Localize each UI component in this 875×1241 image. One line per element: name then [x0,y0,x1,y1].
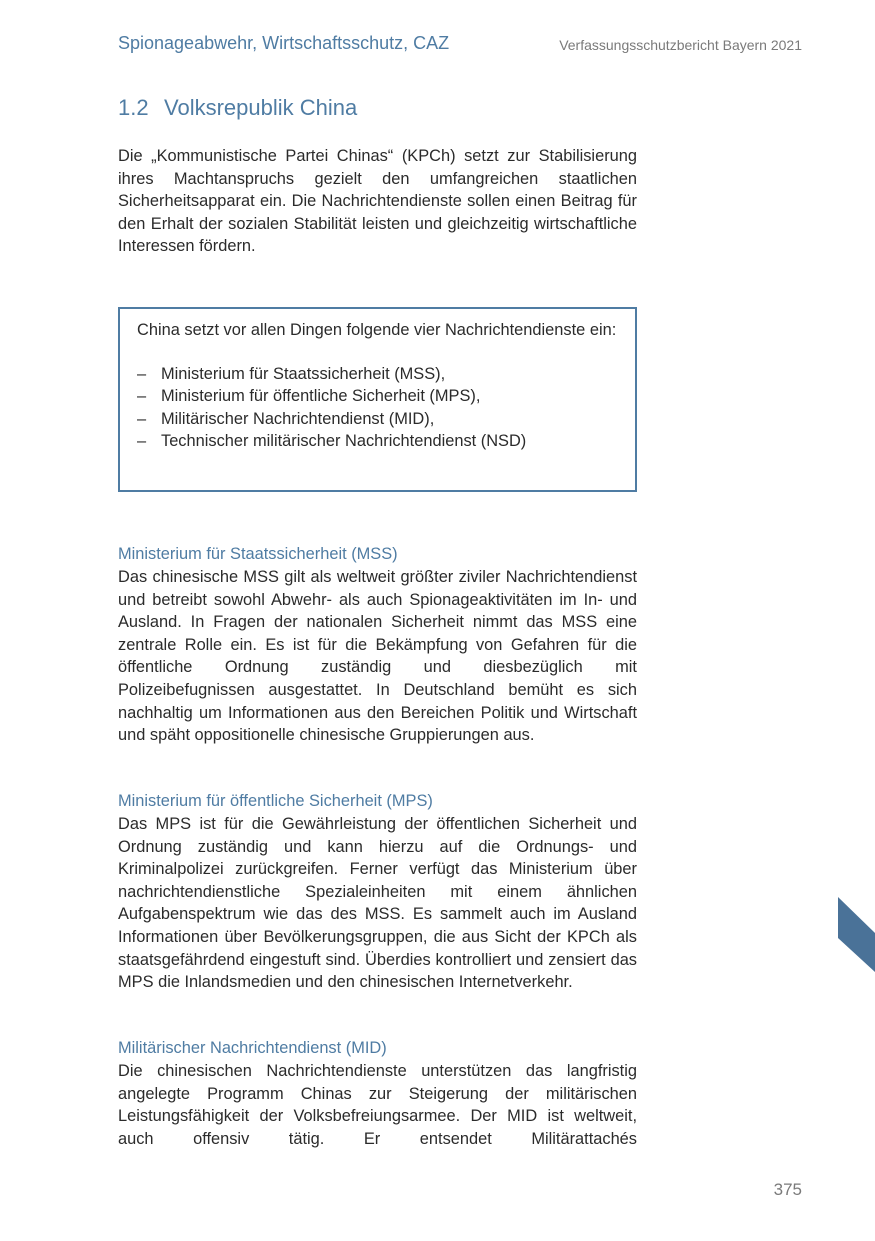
dash-marker: – [137,432,147,451]
dash-marker: – [137,409,147,428]
info-box [118,307,637,492]
info-box-lead: China setzt vor allen Dingen folgende vier Nachrichtendienste ein: [137,321,617,339]
paragraph-mss: Das chinesische MSS gilt als weltweit größter ziviler Nachrichtendienst und betreibt sowohl Abwehr- als auch Spionageaktivitäten im In- und Ausland. In Fragen der nationalen Sicherheit nimmt das MSS eine zentrale Rolle ein. Es ist für die Bekämpfung von Gefahren für die öffentliche Ordnung zuständig und diesbezüglich mit Polizeibefugnissen ausgestattet. In Deutschland bemüht es sich nachhaltig um Informationen aus den Bereichen Politik und Wirtschaft und späht oppositionelle chinesische Gruppierungen aus. [118,568,637,745]
list-item-text: Technischer militärischer Nachrichtendienst (NSD) [161,432,527,451]
chapter-tab-shape [838,897,875,972]
subheading-mid: Militärischer Nachrichtendienst (MID) [118,1039,387,1057]
section-number: 1.2 [118,95,149,120]
dash-marker: – [137,364,147,383]
paragraph-mss-block [118,566,637,747]
list-item-text: Ministerium für Staatssicherheit (MSS), [161,364,446,383]
paragraph-mps-block [118,813,637,994]
service-list [137,363,621,453]
list-item-text: Militärischer Nachrichtendienst (MID), [161,409,435,428]
paragraph-mid-block [118,1060,637,1150]
section-title: Volksrepublik China [164,95,358,120]
info-box-content [137,319,621,453]
intro-paragraph-block [118,145,637,258]
list-item [137,430,621,453]
list-item [137,363,621,386]
running-header-publication: Verfassungsschutzbericht Bayern 2021 [559,37,802,53]
intro-paragraph: Die „Kommunistische Partei Chinas“ (KPCh) setzt zur Stabilisierung ihres Machtanspruchs gezielt den umfangreichen staatlichen Sicherheitsapparat ein. Die Nachrichtendienste sollen einen Beitrag für den Erhalt der sozialen Stabilität leisten und gleichzeitig wirtschaftliche Interessen fördern. [118,147,637,256]
paragraph-mps: Das MPS ist für die Gewährleistung der öffentlichen Sicherheit und Ordnung zuständig und kann hierzu auf die Ordnungs- und Kriminalpolizei zurückgreifen. Ferner verfügt das Ministerium über nachrichtendienstliche Spezialeinheiten mit einem ähnlichen Aufgabenspektrum wie das des MSS. Es sammelt auch im Ausland Informationen über Bevölkerungsgruppen, die aus Sicht der KPCh als staatsgefährdend eingestuft sind. Überdies kontrolliert und zensiert das MPS die Inlandsmedien und den chinesischen Internetverkehr. [118,815,637,992]
page-number: 375 [773,1180,802,1199]
section-heading [118,95,357,121]
paragraph-mid: Die chinesischen Nachrichtendienste unterstützen das langfristig angelegte Programm Chinas zur Steigerung der militärischen Leistungsfähigkeit der Volksbefreiungsarmee. Der MID ist weltweit, auch offensiv tätig. Er entsendet Militärattachés [118,1062,637,1148]
subheading-mps: Ministerium für öffentliche Sicherheit (MPS) [118,792,433,810]
list-item [137,408,621,431]
chapter-tab-marker [838,897,875,972]
running-header-section: Spionageabwehr, Wirtschaftsschutz, CAZ [118,33,450,53]
dash-marker: – [137,387,147,406]
list-item-text: Ministerium für öffentliche Sicherheit (MPS), [161,387,481,406]
list-item [137,385,621,408]
subheading-mss: Ministerium für Staatssicherheit (MSS) [118,545,398,563]
